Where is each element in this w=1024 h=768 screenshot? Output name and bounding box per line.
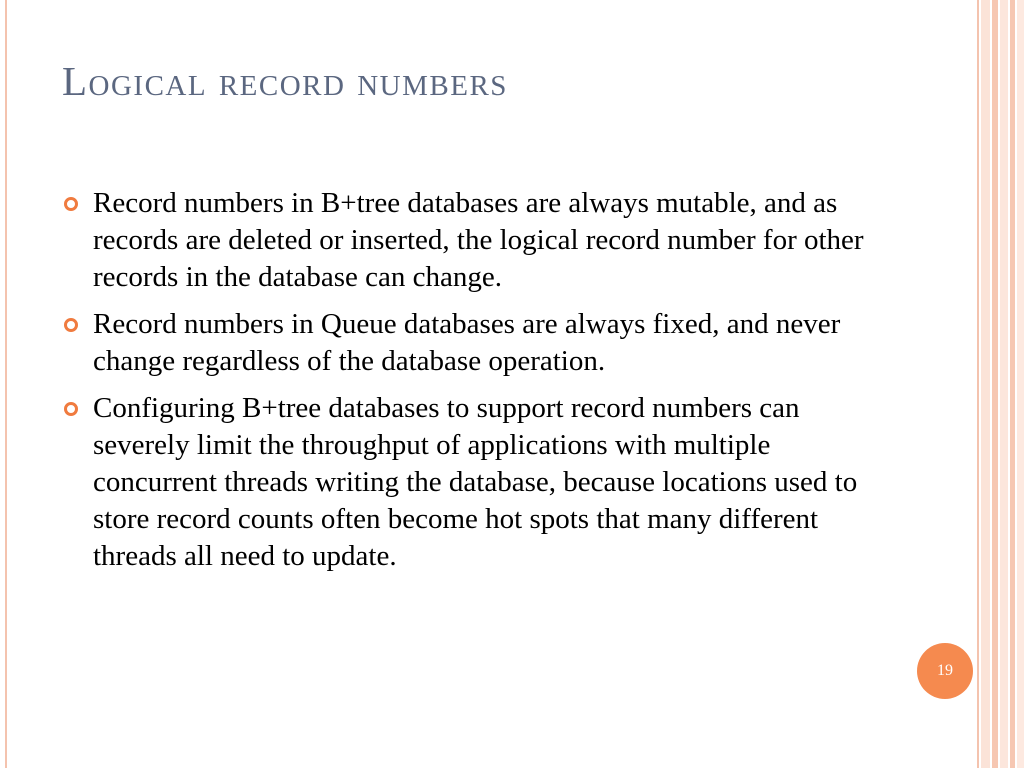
decorative-stripe xyxy=(1017,0,1024,768)
decorative-stripe xyxy=(992,0,998,768)
bullet-circle-icon xyxy=(64,402,78,416)
bullet-circle-icon xyxy=(64,197,78,211)
decorative-stripe xyxy=(1000,0,1008,768)
bullet-item xyxy=(62,185,882,296)
bullet-circle-icon xyxy=(64,318,78,332)
bullet-list xyxy=(62,185,882,585)
bullet-text: Record numbers in Queue databases are always fixed, and never change regardless of the database operation. xyxy=(93,308,841,377)
bullet-item xyxy=(62,306,882,380)
bullet-text: Record numbers in B+tree databases are always mutable, and as records are deleted or inserted, the logical record number for other records in the database can change. xyxy=(93,187,864,293)
decorative-stripe xyxy=(981,0,990,768)
slide-title: Logical record numbers xyxy=(62,58,508,104)
decorative-stripe xyxy=(1010,0,1015,768)
bullet-item xyxy=(62,390,882,575)
page-number-badge: 19 xyxy=(917,643,973,699)
bullet-text: Configuring B+tree databases to support record numbers can severely limit the throughput of applications with multiple concurrent threads writing the database, because locations used to store record counts often become hot spots that many different threads all need to update. xyxy=(93,392,858,572)
